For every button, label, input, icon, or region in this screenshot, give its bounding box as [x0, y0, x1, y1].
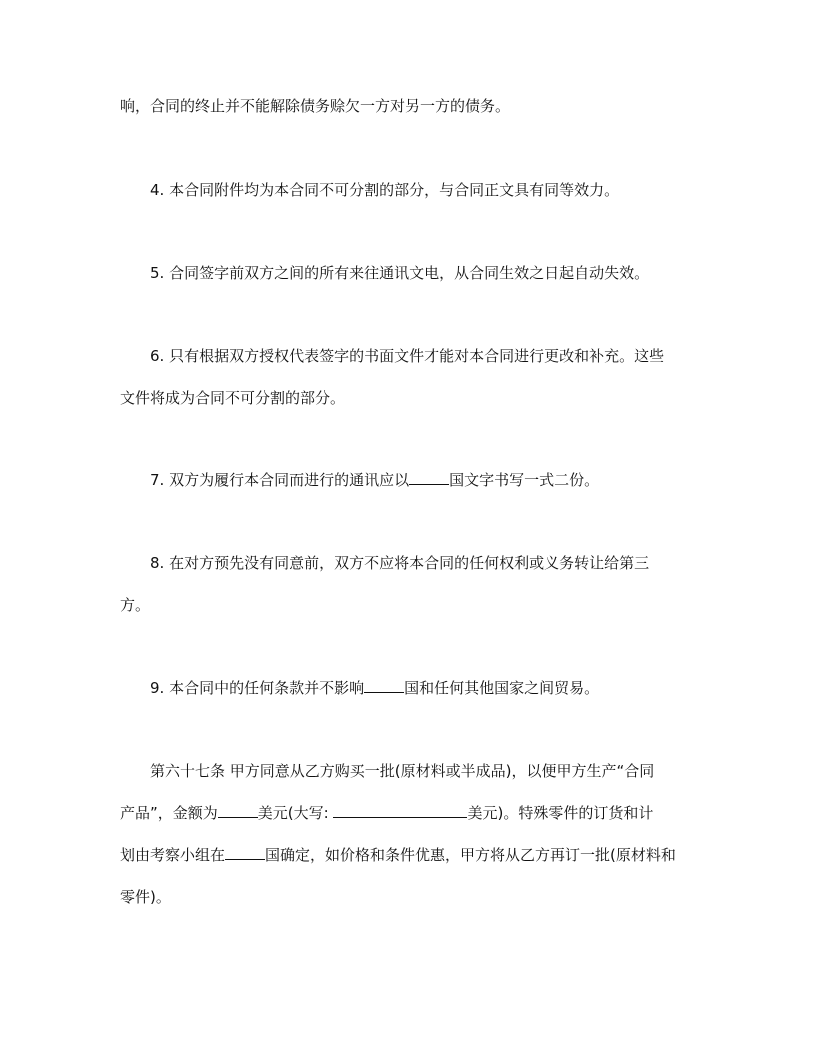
article-67-text-1: 第六十七条 甲方同意从乙方购买一批(原材料或半成品)，以便甲方生产“合同	[150, 762, 655, 780]
clause-9	[150, 678, 599, 698]
clause-5	[150, 263, 649, 283]
clause-7	[150, 470, 599, 490]
article-67-line-4	[120, 887, 171, 907]
clause-4-text: 4. 本合同附件均为本合同不可分割的部分，与合同正文具有同等效力。	[150, 181, 620, 199]
country-blank	[225, 845, 265, 860]
clause-8-text-2: 方。	[120, 596, 151, 614]
article-67-line-2	[120, 803, 653, 823]
clause-7-text-1: 7. 双方为履行本合同而进行的通讯应以	[150, 471, 410, 489]
article-67-line-3	[120, 845, 676, 865]
clause-6-text-1: 6. 只有根据双方授权代表签字的书面文件才能对本合同进行更改和补充。这些	[150, 347, 665, 365]
clause-6-text-2: 文件将成为合同不可分割的部分。	[120, 389, 346, 407]
clause-9-text-2: 国和任何其他国家之间贸易。	[404, 679, 600, 697]
clause-8-line-1	[150, 553, 649, 573]
article-67-text-2c: 美元)。特殊零件的订货和计	[467, 804, 654, 822]
clause-7-text-2: 国文字书写一式二份。	[449, 471, 600, 489]
article-67-text-2b: 美元(大写:	[257, 804, 329, 822]
article-67-text-3b: 国确定，如价格和条件优惠，甲方将从乙方再订一批(原材料和	[265, 846, 676, 864]
clause-6-line-1	[150, 346, 664, 366]
amount-blank	[218, 803, 258, 818]
paragraph-continuation	[120, 96, 510, 116]
article-67-text-4: 零件)。	[120, 888, 171, 906]
article-67-text-2a: 产品”，金额为	[120, 804, 218, 822]
clause-8-text-1: 8. 在对方预先没有同意前，双方不应将本合同的任何权利或义务转让给第三	[150, 554, 650, 572]
clause-9-text-1: 9. 本合同中的任何条款并不影响	[150, 679, 365, 697]
clause-4	[150, 180, 619, 200]
clause-5-text: 5. 合同签字前双方之间的所有来往通讯文电，从合同生效之日起自动失效。	[150, 264, 650, 282]
paragraph-continuation-text: 响，合同的终止并不能解除债务赊欠一方对另一方的债务。	[120, 97, 511, 115]
clause-8-line-2	[120, 595, 150, 615]
clause-9-blank	[364, 678, 404, 693]
clause-6-line-2	[120, 388, 345, 408]
amount-in-words-blank	[333, 803, 467, 818]
article-67-line-1	[150, 761, 654, 781]
clause-7-blank	[409, 470, 449, 485]
article-67-text-3a: 划由考察小组在	[120, 846, 226, 864]
